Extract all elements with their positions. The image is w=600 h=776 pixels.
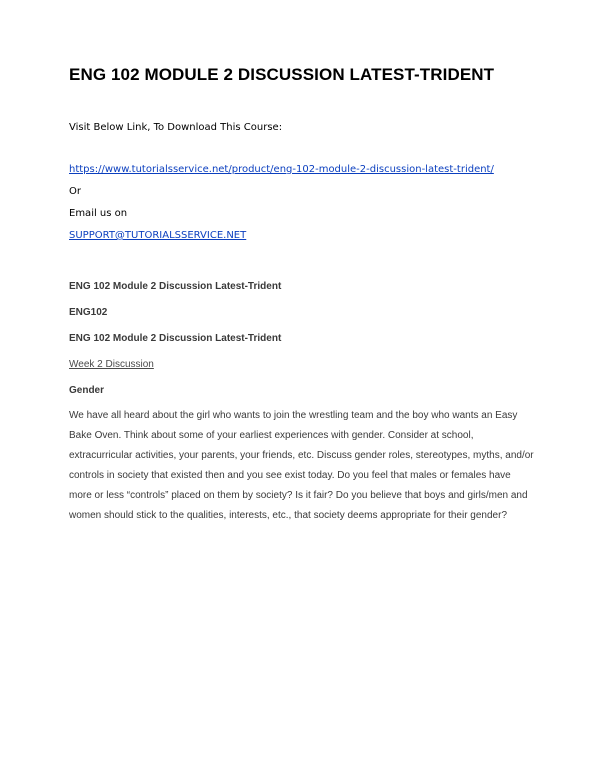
prompt-line: controls in society that existed then and you see exist today. Do you feel that males or females have [69, 470, 511, 481]
topic-heading: Gender [69, 385, 105, 396]
section-heading: ENG 102 Module 2 Discussion Latest-Trident [69, 281, 282, 292]
email-label: Email us on [69, 208, 128, 219]
course-code: ENG102 [69, 307, 108, 318]
prompt-line: more or less “controls” placed on them by society? Is it fair? Do you believe that boys and girls/men and [69, 490, 528, 501]
discussion-prompt [69, 406, 534, 526]
prompt-line: extracurricular activities, your parents, your friends, etc. Discuss gender roles, stereotypes, myths, and/or [69, 450, 534, 461]
prompt-line: Bake Oven. Think about some of your earliest experiences with gender. Consider at school, [69, 430, 474, 441]
prompt-line: We have all heard about the girl who wants to join the wrestling team and the boy who wants an Easy [69, 410, 518, 421]
document-title: ENG 102 MODULE 2 DISCUSSION LATEST-TRIDENT [69, 65, 495, 84]
week-2-discussion-link[interactable]: Week 2 Discussion [69, 359, 154, 370]
download-intro: Visit Below Link, To Download This Course: [69, 122, 283, 133]
or-text: Or [69, 186, 81, 197]
product-link[interactable]: https://www.tutorialsservice.net/product/eng-102-module-2-discussion-latest-trident/ [69, 164, 494, 175]
prompt-line: women should stick to the qualities, interests, etc., that society deems appropriate for their gender? [69, 510, 508, 521]
support-email-link[interactable]: SUPPORT@TUTORIALSSERVICE.NET [69, 230, 247, 241]
section-subheading: ENG 102 Module 2 Discussion Latest-Trident [69, 333, 282, 344]
